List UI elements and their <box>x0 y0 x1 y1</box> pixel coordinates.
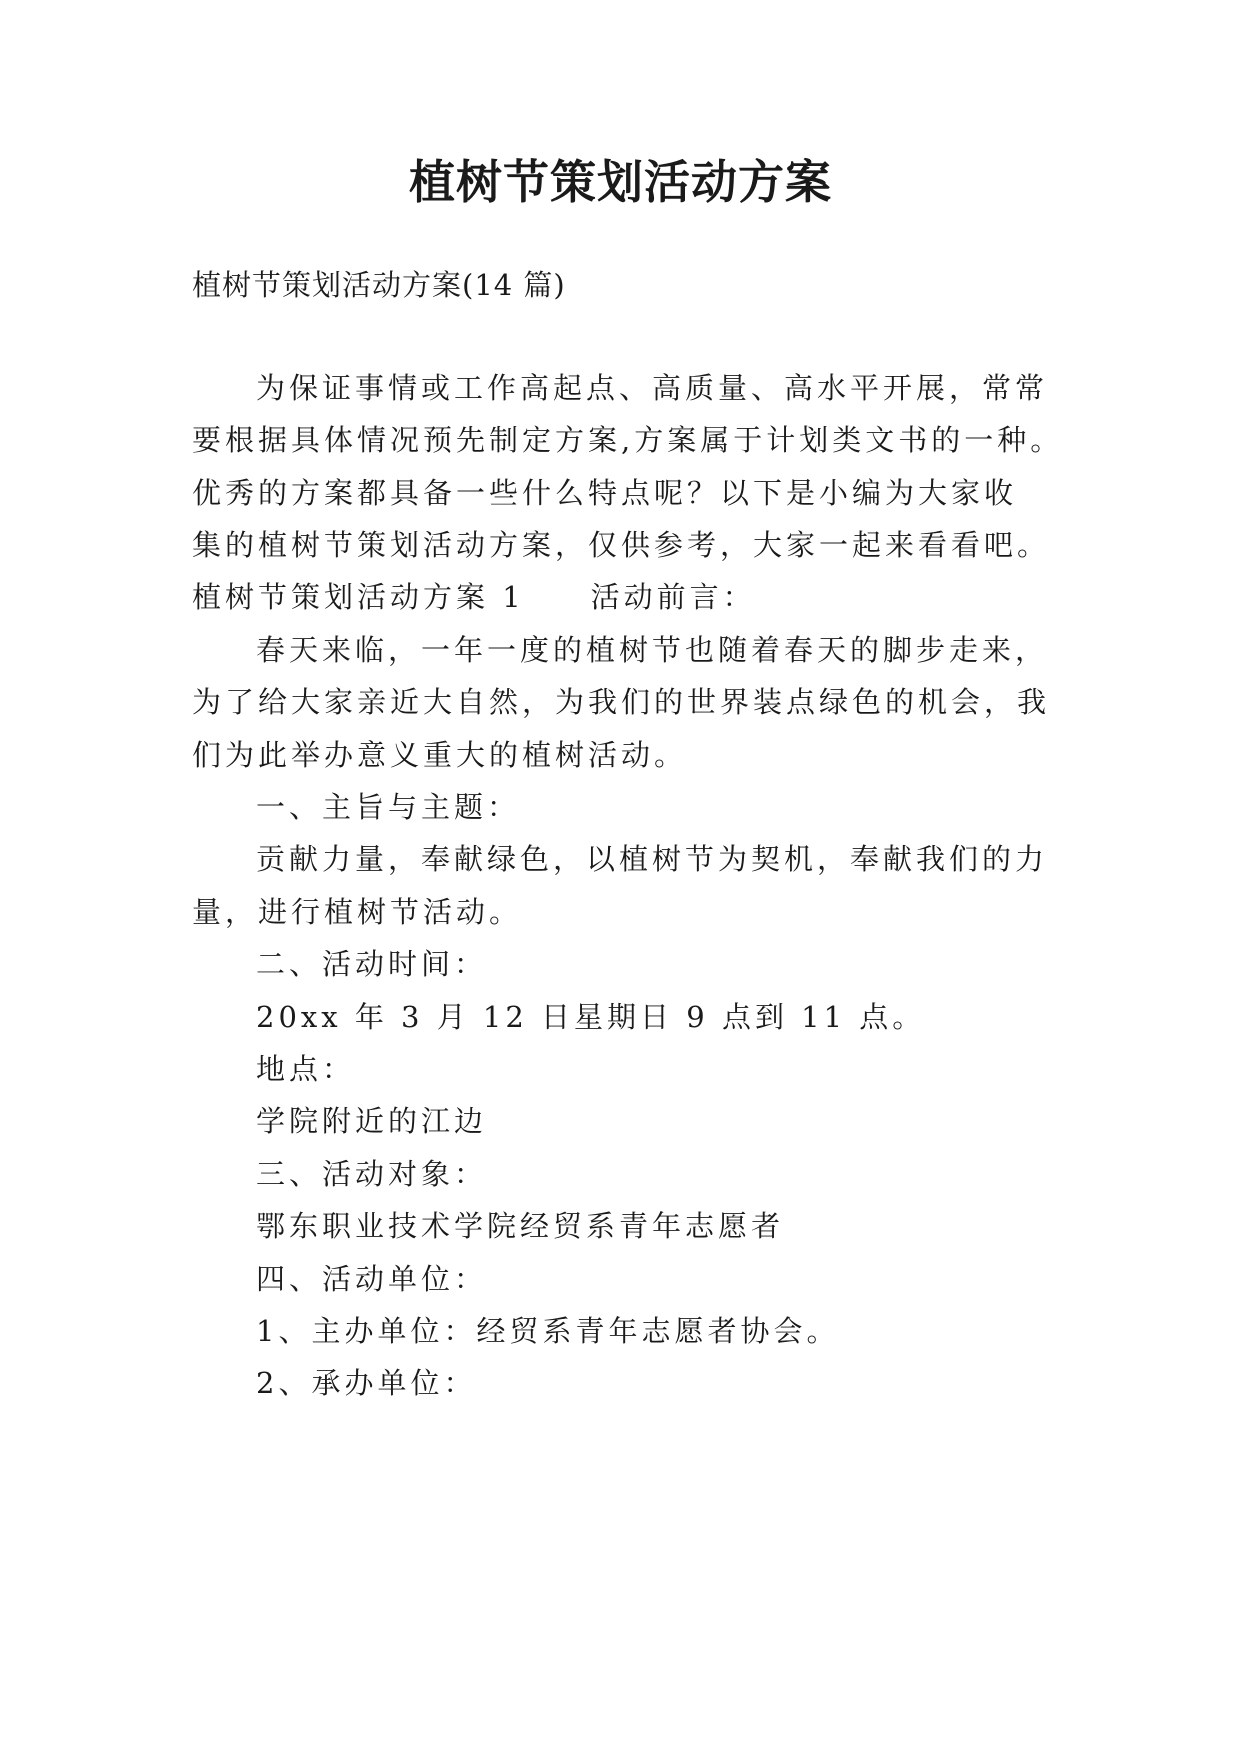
paragraph-line: 们为此举办意义重大的植树活动。 <box>192 738 688 772</box>
section-heading: 二、活动时间： <box>256 947 488 981</box>
paragraph-line: 要根据具体情况预先制定方案,方案属于计划类文书的一种。 <box>192 423 1064 457</box>
section-heading: 三、活动对象： <box>256 1157 488 1191</box>
document-title: 植树节策划活动方案 <box>409 155 832 209</box>
paragraph-line: 为保证事情或工作高起点、高质量、高水平开展，常常 <box>256 371 1049 405</box>
paragraph-line: 学院附近的江边 <box>256 1104 488 1138</box>
paragraph-line: 春天来临，一年一度的植树节也随着春天的脚步走来， <box>256 633 1049 667</box>
paragraph-line: 集的植树节策划活动方案，仅供参考，大家一起来看看吧。 <box>192 528 1051 562</box>
paragraph-line: 2、承办单位： <box>256 1366 477 1400</box>
section-heading: 地点： <box>256 1052 356 1086</box>
paragraph-line: 贡献力量，奉献绿色，以植树节为契机，奉献我们的力 <box>256 842 1049 876</box>
document-subtitle: 植树节策划活动方案(14 篇) <box>192 268 566 302</box>
paragraph-line: 1、主办单位：经贸系青年志愿者协会。 <box>256 1314 840 1348</box>
section-heading: 一、主旨与主题： <box>256 790 521 824</box>
section-heading: 四、活动单位： <box>256 1262 488 1296</box>
paragraph-line: 优秀的方案都具备一些什么特点呢？以下是小编为大家收 <box>192 476 1018 510</box>
paragraph-line: 20xx 年 3 月 12 日星期日 9 点到 11 点。 <box>256 1000 926 1034</box>
paragraph-line: 为了给大家亲近大自然，为我们的世界装点绿色的机会，我 <box>192 685 1051 719</box>
paragraph-line: 鄂东职业技术学院经贸系青年志愿者 <box>256 1209 785 1243</box>
paragraph-line: 量，进行植树节活动。 <box>192 895 523 929</box>
section-heading-line: 植树节策划活动方案 1 活动前言： <box>192 580 756 614</box>
